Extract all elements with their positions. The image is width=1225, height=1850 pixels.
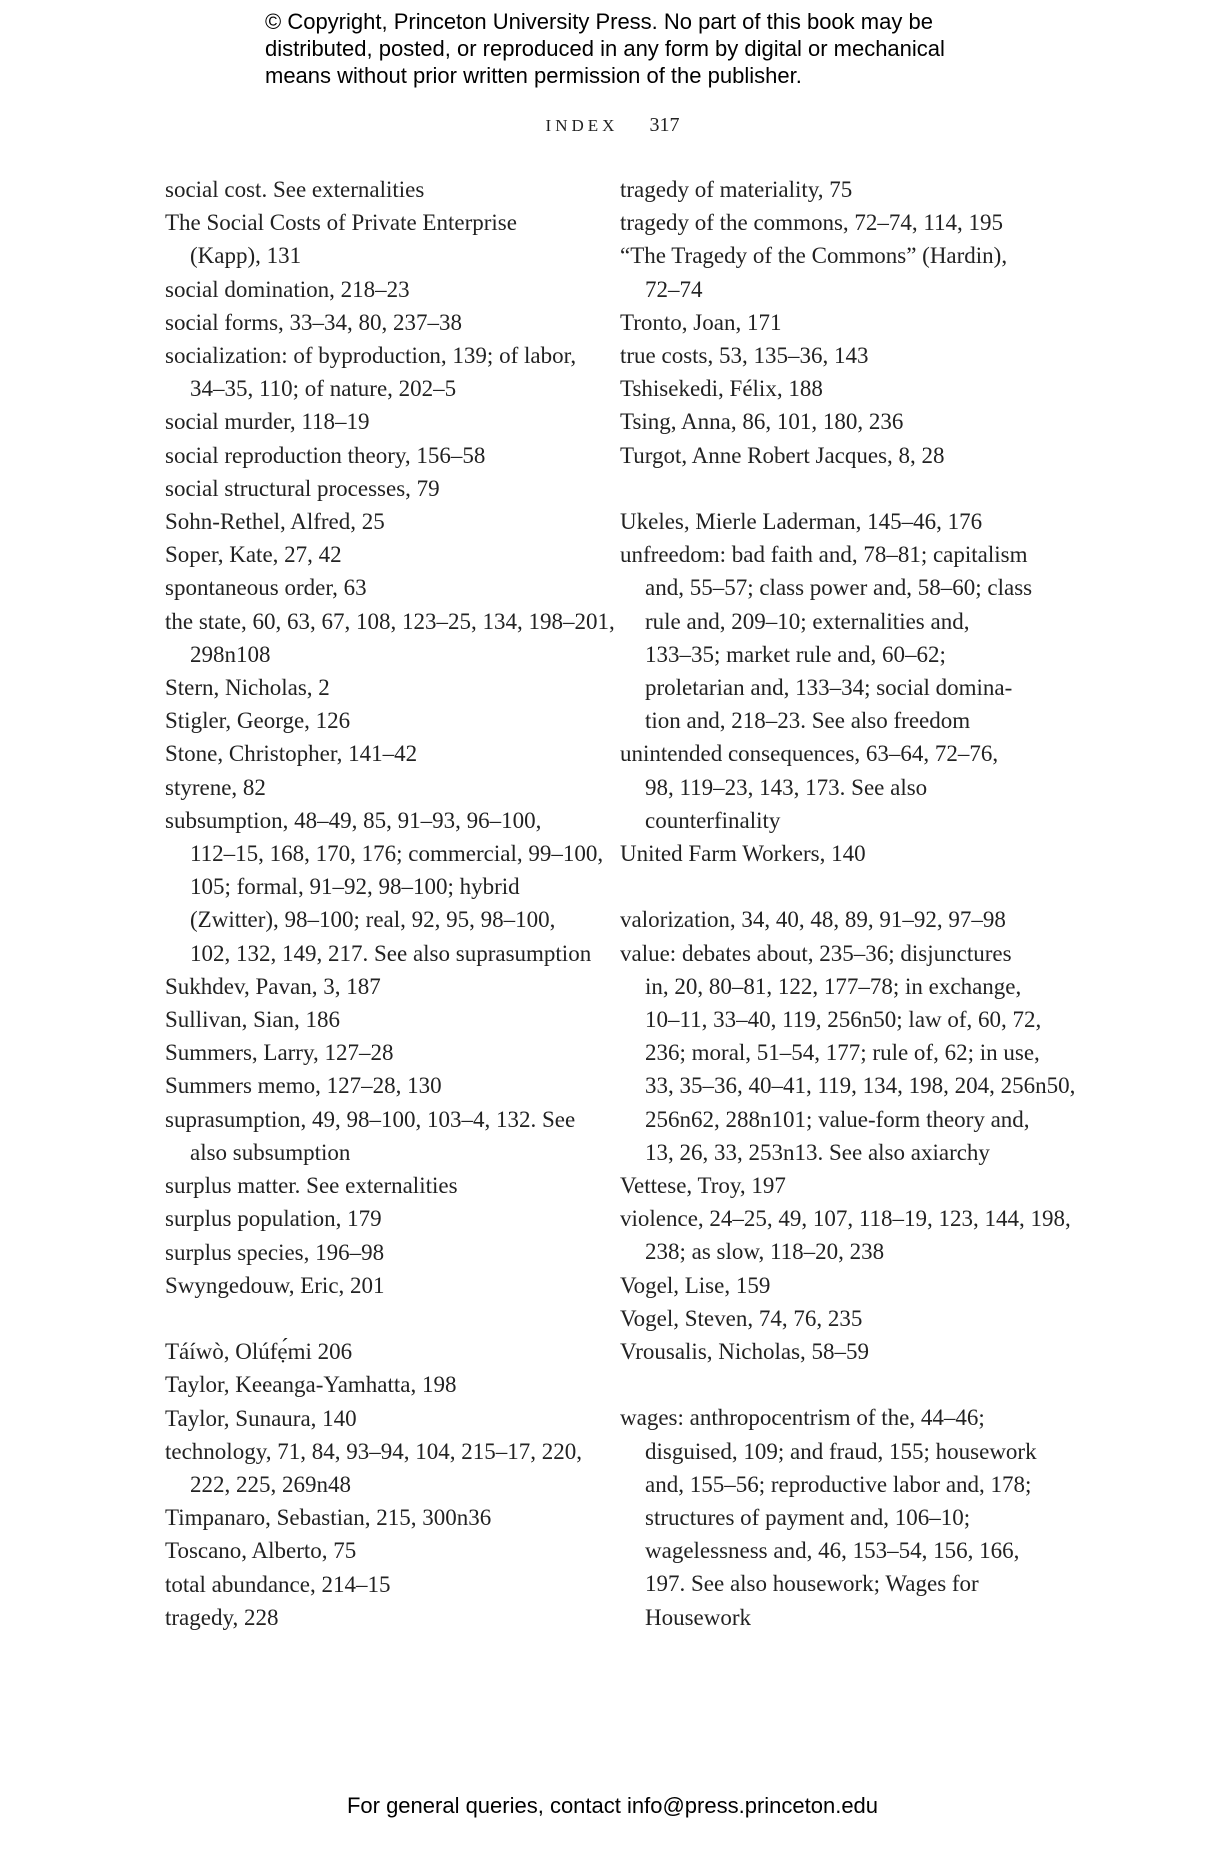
index-entry-line: 105; formal, 91–92, 98–100; hybrid [190,874,520,900]
index-entry [165,1003,585,1036]
index-entry-line: the state, 60, 63, 67, 108, 123–25, 134, 198–201, [165,608,615,634]
index-entry [165,571,585,604]
index-entry [165,1402,585,1435]
index-entry [620,405,1040,438]
index-entry-line: United Farm Workers, 140 [620,841,866,867]
index-entry-line: 98, 119–23, 143, 173. See also [645,774,928,800]
index-entry-line: 72–74 [645,276,703,302]
index-entry-line: 236; moral, 51–54, 177; rule of, 62; in use, [645,1040,1040,1066]
index-entry [165,771,585,804]
index-entry [620,1202,1071,1268]
index-entry-line: surplus matter. See externalities [165,1173,458,1199]
index-entry [165,605,615,671]
index-entry [165,1568,585,1601]
index-entry [165,1368,585,1401]
index-entry-line: Stigler, George, 126 [165,708,351,734]
index-entry-line: Tsing, Anna, 86, 101, 180, 236 [620,409,904,435]
index-entry-line: Vogel, Steven, 74, 76, 235 [620,1305,863,1331]
index-entry [620,1269,1040,1302]
index-entry-line: tragedy, 228 [165,1604,279,1630]
index-entry-line: Turgot, Anne Robert Jacques, 8, 28 [620,442,945,468]
index-entry-line: social murder, 118–19 [165,409,370,435]
index-entry-line: unintended consequences, 63–64, 72–76, [620,741,999,767]
index-entry-line: technology, 71, 84, 93–94, 104, 215–17, 220, [165,1438,582,1464]
index-entry-line: 34–35, 110; of nature, 202–5 [190,376,457,402]
index-entry [165,339,585,405]
index-entry-line: social forms, 33–34, 80, 237–38 [165,309,463,335]
running-head [0,114,1225,137]
index-entry-line: surplus population, 179 [165,1206,382,1232]
index-entry-line: social domination, 218–23 [165,276,410,302]
index-entry-line: in, 20, 80–81, 122, 177–78; in exchange, [645,973,1022,999]
index-entry [165,505,585,538]
index-entry [165,306,585,339]
index-entry [165,671,585,704]
index-entry [620,206,1040,239]
footer-contact: For general queries, contact info@press.princeton.edu [346,1793,879,1818]
index-entry-line: 133–35; market rule and, 60–62; [645,641,946,667]
index-entry-line: 298n108 [190,641,271,667]
index-entry-line: 238; as slow, 118–20, 238 [645,1239,885,1265]
running-head-label: INDEX [545,116,619,135]
copyright-line: © Copyright, Princeton University Press. No part of this book may be [265,9,933,34]
index-entry [165,1335,585,1368]
index-entry [620,1169,1040,1202]
index-entry-line: Stern, Nicholas, 2 [165,675,330,701]
index-entry [165,1103,585,1169]
index-entry-line: 102, 132, 149, 217. See also suprasumption [190,940,592,966]
index-entry [165,1501,585,1534]
index-entry-line: valorization, 34, 40, 48, 89, 91–92, 97–98 [620,907,1006,933]
index-entry [620,1302,1040,1335]
index-entry [165,704,585,737]
index-entry [165,405,585,438]
index-entry-line: wages: anthropocentrism of the, 44–46; [620,1405,985,1431]
index-entry-line: social structural processes, 79 [165,475,440,501]
index-entry-line: Timpanaro, Sebastian, 215, 300n36 [165,1505,492,1531]
index-entry-line: 112–15, 168, 170, 176; commercial, 99–100, [190,841,604,867]
index-entry-line: proletarian and, 133–34; social domina- [645,675,1013,701]
index-entry [165,1236,585,1269]
index-entry [165,273,585,306]
index-entry-line: Vettese, Troy, 197 [620,1173,786,1199]
letter-group-gap [620,1368,1040,1401]
index-entry-line: (Kapp), 131 [190,243,302,269]
copyright-line: distributed, posted, or reproduced in any form by digital or mechanical [265,36,945,61]
index-entry-line: Summers, Larry, 127–28 [165,1040,394,1066]
index-entry [165,472,585,505]
index-entry-line: counterfinality [645,807,781,833]
index-entry [165,1534,585,1567]
index-entry-line: 197. See also housework; Wages for [645,1571,979,1597]
index-entry-line: suprasumption, 49, 98–100, 103–4, 132. See [165,1106,576,1132]
index-entry [165,173,585,206]
index-entry-line: and, 55–57; class power and, 58–60; class [645,575,1033,601]
index-entry [620,737,1040,837]
index-entry-line: true costs, 53, 135–36, 143 [620,343,869,369]
index-entry [620,937,1076,1169]
index-entry-line: subsumption, 48–49, 85, 91–93, 96–100, [165,807,542,833]
index-entry-line: structures of payment and, 106–10; [645,1505,971,1531]
index-entry [165,970,585,1003]
index-entry [620,505,1040,538]
index-entry [620,538,1040,737]
index-entry-line: (Zwitter), 98–100; real, 92, 95, 98–100, [190,907,556,933]
index-entry [165,1601,585,1634]
index-entry [165,737,585,770]
index-entry-line: Taylor, Sunaura, 140 [165,1405,357,1431]
index-entry-line: The Social Costs of Private Enterprise [165,210,517,236]
index-entry-line: 10–11, 33–40, 119, 256n50; law of, 60, 72, [645,1007,1042,1033]
index-entry [620,837,1040,870]
index-column-left [165,173,615,1634]
index-entry-line: value: debates about, 235–36; disjunctures [620,940,1012,966]
index-entry [620,439,1040,472]
index-entry [620,339,1040,372]
index-entry-line: styrene, 82 [165,774,266,800]
index-entry [165,1036,585,1069]
index-entry [620,306,1040,339]
index-entry [620,173,1040,206]
index-entry [165,206,585,272]
index-entry-line: Stone, Christopher, 141–42 [165,741,418,767]
page-number: 317 [649,114,680,136]
index-entry-line: Soper, Kate, 27, 42 [165,542,342,568]
index-entry [620,903,1040,936]
index-entry-line: 222, 225, 269n48 [190,1471,351,1497]
index-entry-line: Summers memo, 127–28, 130 [165,1073,442,1099]
index-entry-line: total abundance, 214–15 [165,1571,391,1597]
index-entry-line: tion and, 218–23. See also freedom [645,708,971,734]
index-entry [620,239,1040,305]
index-entry-line: rule and, 209–10; externalities and, [645,608,970,634]
index-entry-line: tragedy of materiality, 75 [620,177,853,202]
index-entry-line: Ukeles, Mierle Laderman, 145–46, 176 [620,509,983,535]
index-entry [165,804,604,970]
index-entry-line: Táíwò, Olúfẹ́mi 206 [165,1339,353,1365]
index-entry [165,1202,585,1235]
index-entry [620,372,1040,405]
index-entry [165,538,585,571]
index-entry-line: also subsumption [190,1139,351,1165]
index-entry-line: Vogel, Lise, 159 [620,1272,771,1298]
index-entry-line: “The Tragedy of the Commons” (Hardin), [620,243,1008,269]
index-entry [165,1169,585,1202]
index-entry-line: surplus species, 196–98 [165,1239,385,1265]
index-entry-line: spontaneous order, 63 [165,575,367,601]
index-entry-line: unfreedom: bad faith and, 78–81; capitalism [620,542,1028,568]
index-entry [165,1269,585,1302]
index-entry-line: Tshisekedi, Félix, 188 [620,376,823,402]
copyright-line: means without prior written permission of the publisher. [265,63,802,88]
letter-group-gap [620,870,1040,903]
index-entry-line: social reproduction theory, 156–58 [165,442,486,468]
index-entry [165,1435,585,1501]
index-entry [620,1401,1040,1633]
index-entry-line: disguised, 109; and fraud, 155; housework [645,1438,1037,1464]
index-entry-line: Sullivan, Sian, 186 [165,1007,341,1033]
index-entry-line: Tronto, Joan, 171 [620,309,782,335]
index-entry-line: tragedy of the commons, 72–74, 114, 195 [620,210,1004,236]
index-entry-line: Sukhdev, Pavan, 3, 187 [165,973,381,999]
index-entry [620,1335,1040,1368]
letter-group-gap [165,1302,585,1335]
index-entry-line: and, 155–56; reproductive labor and, 178; [645,1471,1032,1497]
copyright-notice [265,8,1025,89]
index-entry [165,1069,585,1102]
index-entry-line: Housework [645,1604,752,1630]
index-entry-line: Taylor, Keeanga-Yamhatta, 198 [165,1372,457,1398]
index-entry-line: 33, 35–36, 40–41, 119, 134, 198, 204, 256n50, [645,1073,1076,1099]
index-entry-line: Sohn-Rethel, Alfred, 25 [165,509,385,535]
index-entry-line: social cost. See externalities [165,177,425,202]
index-entry [165,439,585,472]
index-entry-line: Toscano, Alberto, 75 [165,1538,357,1564]
index-entry-line: socialization: of byproduction, 139; of labor, [165,343,577,369]
letter-group-gap [620,472,1040,505]
index-entry-line: 13, 26, 33, 253n13. See also axiarchy [645,1139,990,1165]
index-entry-line: Swyngedouw, Eric, 201 [165,1272,385,1298]
index-column-right [620,173,1076,1634]
index-entry-line: violence, 24–25, 49, 107, 118–19, 123, 144, 198, [620,1206,1071,1232]
index-entry-line: wagelessness and, 46, 153–54, 156, 166, [645,1538,1020,1564]
index-entry-line: Vrousalis, Nicholas, 58–59 [620,1339,870,1365]
index-entry-line: 256n62, 288n101; value-form theory and, [645,1106,1030,1132]
